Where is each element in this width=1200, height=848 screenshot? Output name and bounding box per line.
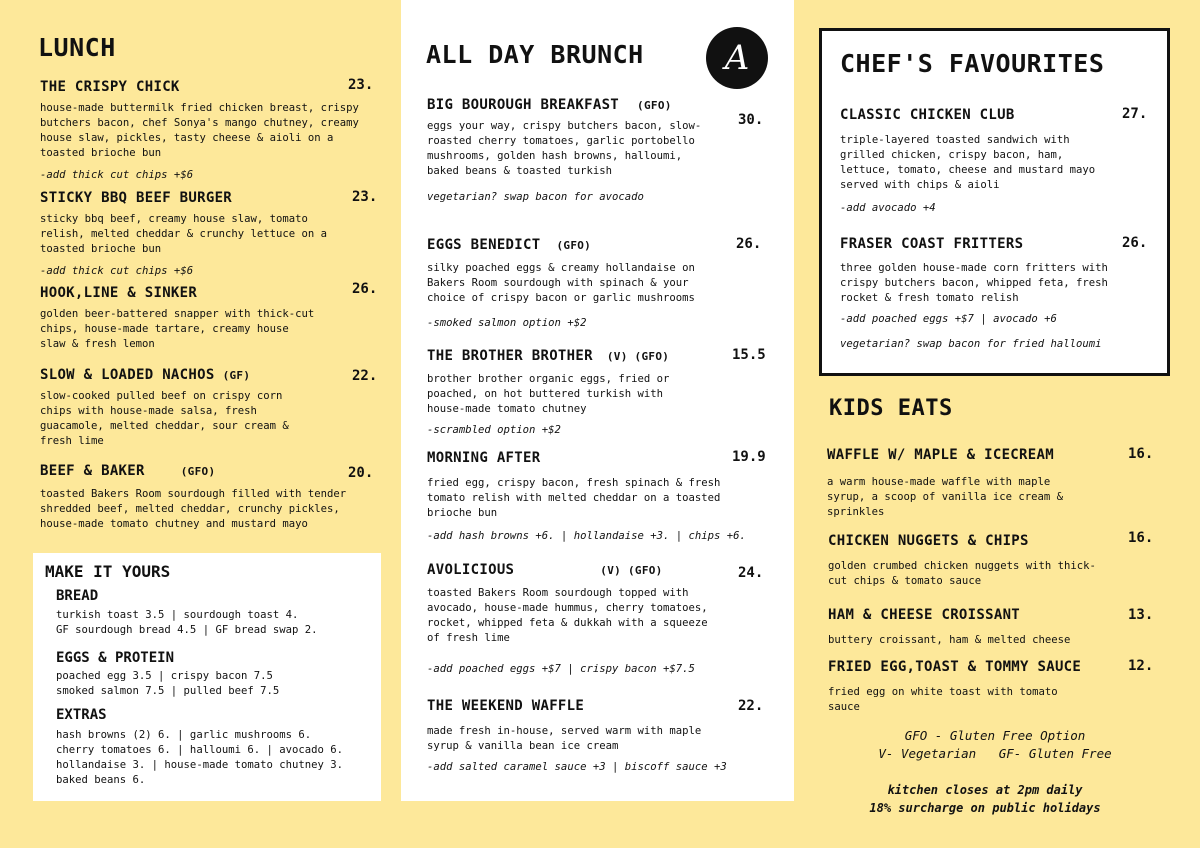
item-price: 26. [1122,235,1148,251]
item-name: BEEF & BAKER (GFO) [40,463,216,479]
note-line: kitchen closes at 2pm daily [887,783,1083,797]
item-desc: buttery croissant, ham & melted cheese [828,634,1071,646]
item-desc: brother brother organic eggs, fried or poached, on hot buttered turkish with house-made tomato chutney [427,373,670,415]
lunch-title: LUNCH [38,33,116,62]
item-price: 26. [352,281,378,297]
item-desc: eggs your way, crispy butchers bacon, slow-roasted cherry tomatoes, garlic portobello mushrooms, golden hash browns, halloumi, baked beans & toasted turkish [427,120,702,177]
option-line: hash browns (2) 6. | garlic mushrooms 6. [56,729,312,741]
menu-item [427,698,767,775]
menu-item [427,348,722,438]
item-name: EGGS BENEDICT (GFO) [427,237,592,253]
make-it-yours-title: MAKE IT YOURS [45,562,171,581]
menu-item [828,533,1108,589]
item-desc: fried egg on white toast with tomato sauce [828,686,1058,713]
menu-item [40,463,365,532]
option-group [56,650,376,699]
item-desc: slow-cooked pulled beef on crispy corn chips with house-made salsa, fresh guacamole, melted cheddar, sour cream & fresh lime [40,390,289,447]
item-addon: -add salted caramel sauce +3 | biscoff sauce +3 [427,761,727,773]
option-line: cherry tomatoes 6. | halloumi 6. | avocado 6. [56,744,344,756]
item-price: 26. [736,236,762,252]
option-group [56,707,376,788]
option-line: GF sourdough bread 4.5 | GF bread swap 2. [56,624,318,636]
item-addon: -add hash browns +6. | hollandaise +3. | chips +6. [427,530,746,542]
item-desc: sticky bbq beef, creamy house slaw, tomato relish, melted cheddar & crunchy lettuce on a toasted brioche bun [40,213,328,255]
option-line: baked beans 6. [56,774,146,786]
item-addon: vegetarian? swap bacon for fried halloumi [840,338,1102,350]
item-addon: -scrambled option +$2 [427,424,561,436]
item-price: 23. [348,77,374,93]
item-addon: -add thick cut chips +$6 [40,169,194,181]
item-name: AVOLICIOUS (V) (GFO) [427,562,663,578]
item-price: 27. [1122,106,1148,122]
item-desc: three golden house-made corn fritters with crispy butchers bacon, whipped feta, fresh rocket & fresh tomato relish [840,262,1108,304]
item-price: 20. [348,465,374,481]
item-tag: (GFO) [180,465,216,478]
menu-item [427,450,777,544]
option-line: smoked salmon 7.5 | pulled beef 7.5 [56,685,280,697]
item-name: MORNING AFTER [427,450,541,466]
menu-item [40,367,320,449]
item-addon: vegetarian? swap bacon for avocado [427,191,644,203]
item-addon: -add thick cut chips +$6 [40,265,194,277]
item-desc: toasted Bakers Room sourdough topped with avocado, house-made hummus, cherry tomatoes, rocket, whipped feta & dukkah with a squeeze of fresh lime [427,587,708,644]
item-tag: (V) (GFO) [606,350,670,363]
item-name: WAFFLE W/ MAPLE & ICECREAM [827,447,1054,463]
item-name: HAM & CHEESE CROISSANT [828,607,1021,623]
item-addon: -add avocado +4 [840,202,936,214]
option-line: hollandaise 3. | house-made tomato chutney 3. [56,759,344,771]
menu-item [40,285,315,352]
group-title: EGGS & PROTEIN [56,650,175,666]
item-price: 15.5 [732,347,766,363]
group-title: EXTRAS [56,707,107,723]
chefs-favourites-title: CHEF'S FAVOURITES [840,49,1105,78]
item-name: FRIED EGG,TOAST & TOMMY SAUCE [828,659,1082,675]
menu-item [40,190,355,279]
item-name: BIG BOUROUGH BREAKFAST (GFO) [427,97,672,113]
item-tag: (GFO) [556,239,592,252]
item-desc: a warm house-made waffle with maple syrup, a scoop of vanilla ice cream & sprinkles [827,476,1063,518]
item-price: 12. [1128,658,1154,674]
item-price: 22. [738,698,764,714]
item-name: THE BROTHER BROTHER (V) (GFO) [427,348,670,364]
item-price: 16. [1128,446,1154,462]
item-desc: house-made buttermilk fried chicken breast, crispy butchers bacon, chef Sonya's mango chutney, creamy house slaw, pickles, tasty cheese & aioli on a toasted brioche bun [40,102,359,159]
item-price: 30. [738,112,764,128]
item-name: CHICKEN NUGGETS & CHIPS [828,533,1029,549]
item-addon: -smoked salmon option +$2 [427,317,587,329]
item-desc: silky poached eggs & creamy hollandaise on Bakers Room sourdough with spinach & your choice of crispy bacon or garlic mushrooms [427,262,695,304]
menu-item [828,659,1118,715]
cafe-logo [706,27,768,89]
menu-item [840,107,1120,216]
option-group [56,588,376,638]
option-line: turkish toast 3.5 | sourdough toast 4. [56,609,299,621]
item-name: CLASSIC CHICKEN CLUB [840,107,1015,123]
item-price: 22. [352,368,378,384]
menu-item [427,97,727,205]
item-name: SLOW & LOADED NACHOS (GF) [40,367,251,383]
item-tag: (GFO) [637,99,672,112]
legend-line: V- Vegetarian GF- Gluten Free [878,746,1112,761]
menu-item [840,236,1140,352]
menu-item [828,607,1118,648]
dietary-legend [820,727,1170,763]
option-line: poached egg 3.5 | crispy bacon 7.5 [56,670,273,682]
item-desc: fried egg, crispy bacon, fresh spinach & fresh tomato relish with melted cheddar on a toasted brioche bun [427,477,721,519]
item-addon: -add poached eggs +$7 | avocado +6 [840,313,1057,325]
group-title: BREAD [56,588,99,604]
item-desc: triple-layered toasted sandwich with grilled chicken, crispy bacon, ham, lettuce, tomato, cheese and mustard mayo served with chips & aioli [840,134,1096,191]
kids-eats-title: KIDS EATS [829,396,953,421]
item-desc: golden crumbed chicken nuggets with thick-cut chips & tomato sauce [828,560,1096,587]
item-desc: toasted Bakers Room sourdough filled with tender shredded beef, melted cheddar, crunchy pickles, house-made tomato chutney and mustard mayo [40,488,347,530]
note-line: 18% surcharge on public holidays [869,801,1101,815]
logo-letter: A [724,38,750,78]
item-name: FRASER COAST FRITTERS [840,236,1024,252]
item-name: STICKY BBQ BEEF BURGER [40,190,233,206]
menu-item [827,447,1107,520]
item-price: 19.9 [732,449,766,465]
item-price: 13. [1128,607,1154,623]
menu-item [427,237,722,331]
item-desc: made fresh in-house, served warm with maple syrup & vanilla bean ice cream [427,725,702,752]
item-desc: golden beer-battered snapper with thick-cut chips, house-made tartare, creamy house slaw & fresh lemon [40,308,315,350]
item-name: HOOK,LINE & SINKER [40,285,198,301]
item-price: 24. [738,565,764,581]
item-price: 23. [352,189,378,205]
item-addon: -add poached eggs +$7 | crispy bacon +$7.5 [427,663,695,675]
item-tag: (GF) [222,369,251,382]
brunch-title: ALL DAY BRUNCH [426,40,644,69]
item-name: THE WEEKEND WAFFLE [427,698,585,714]
kitchen-notes [800,781,1170,817]
item-name: THE CRISPY CHICK [40,79,180,95]
item-price: 16. [1128,530,1154,546]
menu-item [40,79,360,183]
legend-line: GFO - Gluten Free Option [904,728,1086,743]
item-tag: (V) (GFO) [600,564,663,577]
menu-item [427,562,727,677]
